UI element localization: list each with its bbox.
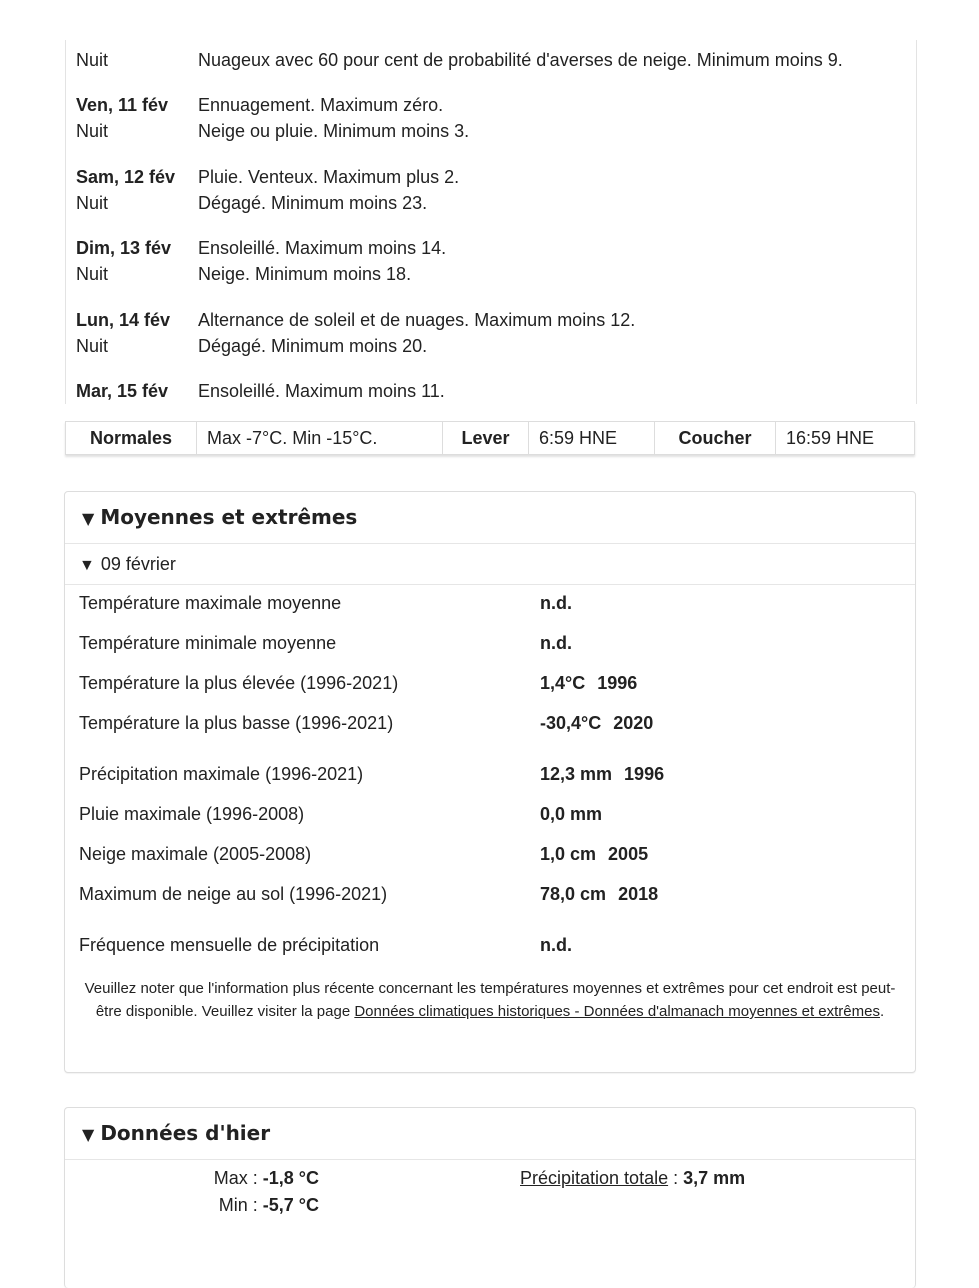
yesterday-max	[214, 1165, 319, 1191]
extreme-row	[79, 799, 899, 829]
extreme-value	[540, 668, 637, 698]
extreme-label: Température minimale moyenne	[79, 633, 337, 653]
min-value: -5,7 °C	[262, 1195, 319, 1215]
extreme-label: Neige maximale (2005-2008)	[79, 844, 312, 864]
forecast-period-label: Nuit	[76, 121, 109, 141]
sunset-value: 16:59 HNE	[776, 422, 915, 455]
yesterday-title: Données d'hier	[100, 1121, 271, 1145]
extreme-value	[540, 628, 572, 658]
sunset-label: Coucher	[655, 422, 776, 455]
forecast-text: Neige ou pluie. Minimum moins 3.	[198, 121, 470, 141]
extreme-row	[79, 668, 899, 698]
note-end: .	[879, 1003, 885, 1020]
extreme-value	[540, 708, 653, 738]
extremes-title: Moyennes et extrêmes	[100, 505, 358, 529]
extreme-value	[540, 799, 602, 829]
forecast-row	[76, 333, 906, 359]
yesterday-min	[219, 1192, 319, 1218]
sunrise-label: Lever	[443, 422, 529, 455]
extremes-date-toggle[interactable]	[65, 544, 915, 585]
precip-value: 3,7 mm	[683, 1168, 746, 1188]
extreme-label: Température la plus basse (1996-2021)	[79, 713, 394, 733]
extreme-label: Température maximale moyenne	[79, 593, 342, 613]
extreme-row	[79, 708, 899, 738]
max-value: -1,8 °C	[262, 1168, 319, 1188]
extreme-amount: 1,0 cm	[540, 844, 597, 864]
forecast-row	[76, 47, 906, 73]
extreme-row	[79, 839, 899, 869]
forecast-row	[76, 164, 906, 190]
normals-value: Max -7°C. Min -15°C.	[197, 422, 443, 455]
extreme-row	[79, 879, 899, 909]
extreme-amount: n.d.	[540, 935, 572, 955]
extreme-amount: n.d.	[540, 633, 572, 653]
extreme-label: Maximum de neige au sol (1996-2021)	[79, 884, 388, 904]
forecast-row	[76, 378, 906, 404]
extreme-row	[79, 628, 899, 658]
forecast-row	[76, 190, 906, 216]
extreme-amount: n.d.	[540, 593, 572, 613]
extreme-amount: 12,3 mm	[540, 764, 613, 784]
forecast-text: Ensoleillé. Maximum moins 11.	[198, 381, 445, 401]
forecast-text: Neige. Minimum moins 18.	[198, 264, 412, 284]
extreme-value	[540, 879, 658, 909]
forecast-text: Alternance de soleil et de nuages. Maximum moins 12.	[198, 310, 636, 330]
note-text: Veuillez noter que l'information plus récente concernant les températures moyennes et extrêmes pour cet endroit est peut-être disponible. Veuillez visiter la page	[84, 980, 896, 1020]
extreme-amount: 1,4°C	[540, 673, 586, 693]
historical-data-link[interactable]: Données climatiques historiques - Données d'almanach moyennes et extrêmes	[354, 1003, 880, 1020]
forecast-text: Nuageux avec 60 pour cent de probabilité d'averses de neige. Minimum moins 9.	[198, 50, 843, 70]
extremes-date: 09 février	[100, 554, 176, 574]
extreme-label: Pluie maximale (1996-2008)	[79, 804, 305, 824]
extreme-amount: -30,4°C	[540, 713, 602, 733]
forecast-text: Dégagé. Minimum moins 23.	[198, 193, 428, 213]
sunrise-value: 6:59 HNE	[529, 422, 655, 455]
extreme-year: 2018	[618, 884, 659, 904]
forecast-text: Dégagé. Minimum moins 20.	[198, 336, 428, 356]
extreme-label: Fréquence mensuelle de précipitation	[79, 935, 380, 955]
yesterday-precip	[520, 1165, 745, 1191]
forecast-row	[76, 261, 906, 287]
forecast-period-label: Dim, 13 fév	[76, 238, 172, 258]
extreme-row	[79, 930, 899, 960]
collapse-triangle-icon: ▼	[82, 1125, 95, 1144]
extreme-year: 2020	[613, 713, 654, 733]
forecast-text: Ennuagement. Maximum zéro.	[198, 95, 444, 115]
extreme-label: Température la plus élevée (1996-2021)	[79, 673, 399, 693]
forecast-period-label: Nuit	[76, 264, 109, 284]
precip-label-link[interactable]: Précipitation totale	[520, 1168, 669, 1188]
extreme-row	[79, 588, 899, 618]
extreme-year: 2005	[608, 844, 649, 864]
extreme-amount: 78,0 cm	[540, 884, 607, 904]
extreme-value	[540, 930, 572, 960]
collapse-triangle-icon: ▼	[79, 557, 95, 574]
normals-table	[65, 421, 915, 455]
yesterday-panel-header[interactable]	[65, 1108, 915, 1160]
collapse-triangle-icon: ▼	[82, 509, 95, 528]
precip-sep: :	[668, 1168, 684, 1188]
normals-label: Normales	[66, 422, 197, 455]
forecast-period-label: Ven, 11 fév	[76, 95, 169, 115]
forecast-row	[76, 118, 906, 144]
forecast-period-label: Mar, 15 fév	[76, 381, 169, 401]
forecast-period-label: Lun, 14 fév	[76, 310, 171, 330]
forecast-period-label: Nuit	[76, 50, 109, 70]
forecast-row	[76, 235, 906, 261]
forecast-period-label: Nuit	[76, 193, 109, 213]
max-label: Max :	[213, 1168, 263, 1188]
forecast-period-label: Sam, 12 fév	[76, 167, 176, 187]
yesterday-panel	[64, 1107, 916, 1288]
forecast-period-label: Nuit	[76, 336, 109, 356]
forecast-row	[76, 307, 906, 333]
extreme-value	[540, 588, 572, 618]
forecast-list	[65, 40, 917, 404]
forecast-text: Ensoleillé. Maximum moins 14.	[198, 238, 447, 258]
extreme-amount: 0,0 mm	[540, 804, 603, 824]
extremes-panel-header[interactable]	[65, 492, 915, 544]
extreme-value	[540, 839, 648, 869]
extreme-row	[79, 759, 899, 789]
extremes-panel	[64, 491, 916, 1073]
min-label: Min :	[218, 1195, 263, 1215]
forecast-row	[76, 92, 906, 118]
extreme-year: 1996	[597, 673, 638, 693]
extreme-value	[540, 759, 664, 789]
extreme-year: 1996	[624, 764, 665, 784]
forecast-text: Pluie. Venteux. Maximum plus 2.	[198, 167, 460, 187]
extreme-label: Précipitation maximale (1996-2021)	[79, 764, 364, 784]
extremes-note	[79, 977, 901, 1023]
